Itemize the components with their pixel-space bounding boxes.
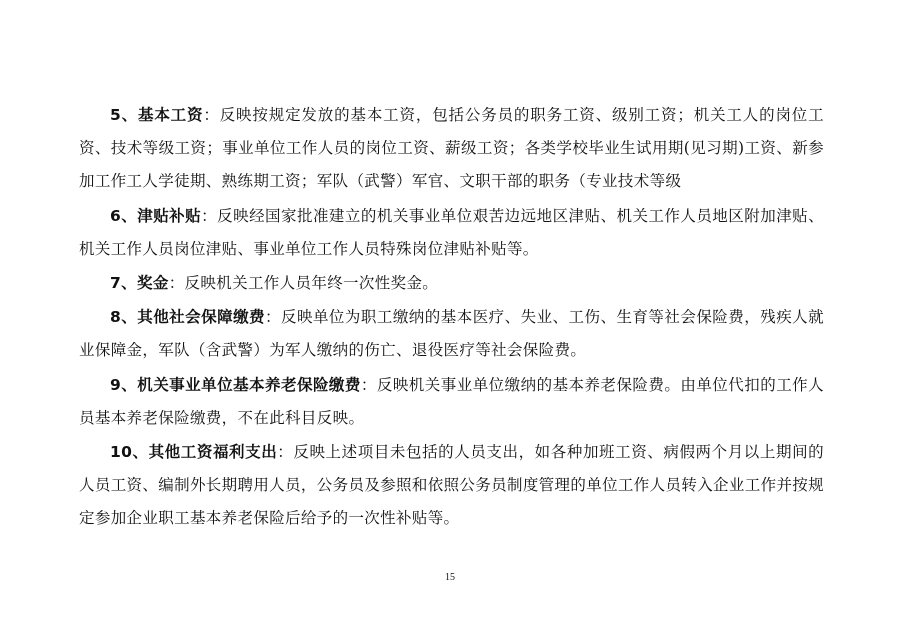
term-pension-insurance: 9、机关事业单位基本养老保险缴费 <box>110 375 361 394</box>
document-body <box>79 99 824 537</box>
term-allowances: 6、津贴补贴 <box>110 206 202 225</box>
page-number: 15 <box>445 572 455 583</box>
term-other-welfare: 10、其他工资福利支出 <box>110 443 278 462</box>
definition-other-welfare: ：反映上述项目未包括的人员支出，如各种加班工资、病假两个月以上期间的人员工资、编制外长期聘用人员，公务员及参照和依照公务员制度管理的单位工作人员转入企业工作并按规定参加企业职工基本养老保险后给予的一次性补贴等。 <box>79 443 825 528</box>
definition-pension-insurance: ：反映机关事业单位缴纳的基本养老保险费。由单位代扣的工作人员基本养老保险缴费，不在此科目反映。 <box>79 375 824 427</box>
paragraph-pension-insurance <box>79 369 824 435</box>
definition-basic-salary: ：反映按规定发放的基本工资，包括公务员的职务工资、级别工资；机关工人的岗位工资、技术等级工资；事业单位工作人员的岗位工资、薪级工资；各类学校毕业生试用期(见习期)工资、新参加工作工人学徒期、熟练期工资；军队（武警）军官、文职干部的职务（专业技术等级 <box>79 106 824 191</box>
paragraph-allowances <box>79 200 824 266</box>
paragraph-social-security <box>79 301 824 367</box>
definition-allowances: ：反映经国家批准建立的机关事业单位艰苦边远地区津贴、机关工作人员地区附加津贴、机关工作人员岗位津贴、事业单位工作人员特殊岗位津贴补贴等。 <box>79 206 825 258</box>
term-social-security: 8、其他社会保障缴费 <box>110 308 266 327</box>
paragraph-other-welfare <box>79 436 824 536</box>
paragraph-basic-salary <box>79 99 824 199</box>
term-basic-salary: 5、基本工资 <box>110 106 204 124</box>
paragraph-bonus <box>79 267 824 300</box>
term-bonus: 7、奖金 <box>110 274 169 293</box>
definition-social-security: ：反映单位为职工缴纳的基本医疗、失业、工伤、生育等社会保险费，残疾人就业保障金，军队（含武警）为军人缴纳的伤亡、退役医疗等社会保险费。 <box>79 308 824 360</box>
definition-bonus: ：反映机关工作人员年终一次性奖金。 <box>168 274 439 293</box>
